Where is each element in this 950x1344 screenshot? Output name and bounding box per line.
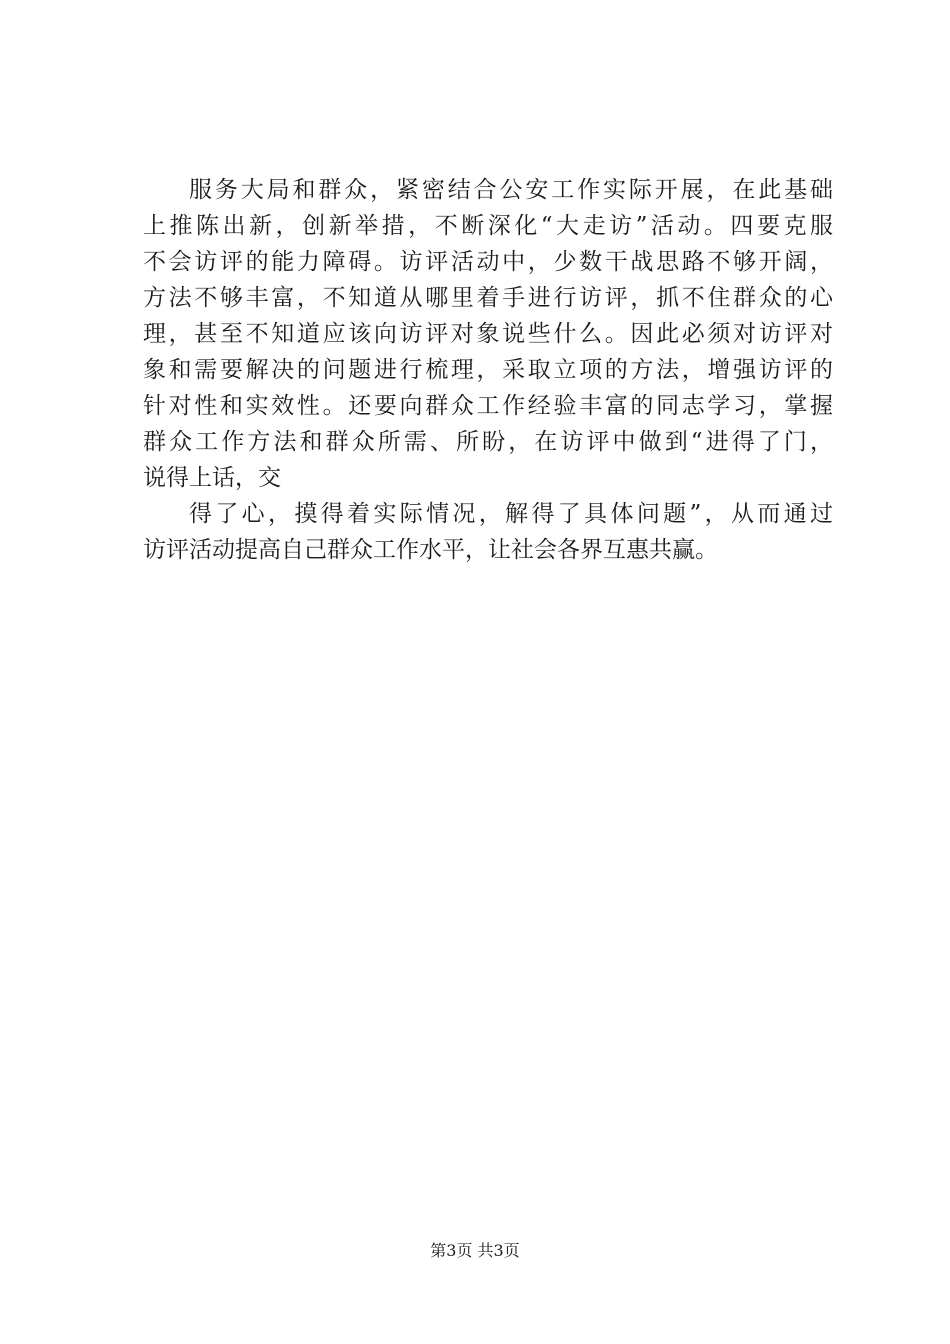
text-line: 理，甚至不知道应该向访评对象说些什么。因此必须对访评对 xyxy=(143,321,833,347)
text-line: 群众工作方法和群众所需、所盼，在访评中做到“进得了门， xyxy=(143,429,833,455)
text-line: 方法不够丰富，不知道从哪里着手进行访评，抓不住群众的心 xyxy=(143,285,833,311)
document-body xyxy=(143,172,833,568)
text-line: 上推陈出新，创新举措，不断深化“大走访”活动。四要克服 xyxy=(143,213,833,239)
text-line: 不会访评的能力障碍。访评活动中，少数干战思路不够开阔， xyxy=(143,249,833,275)
text-line: 得了心，摸得着实际情况，解得了具体问题”，从而通过 xyxy=(189,501,833,527)
paragraph xyxy=(143,172,833,496)
text-line: 象和需要解决的问题进行梳理，采取立项的方法，增强访评的 xyxy=(143,357,833,383)
text-line: 针对性和实效性。还要向群众工作经验丰富的同志学习，掌握 xyxy=(143,393,833,419)
paragraph xyxy=(143,496,833,568)
text-line: 服务大局和群众，紧密结合公安工作实际开展，在此基础 xyxy=(189,177,833,203)
page-number-footer: 第3页 共3页 xyxy=(430,1241,520,1260)
text-line: 访评活动提高自己群众工作水平，让社会各界互惠共赢。 xyxy=(143,537,718,563)
text-line: 说得上话，交 xyxy=(143,465,281,491)
